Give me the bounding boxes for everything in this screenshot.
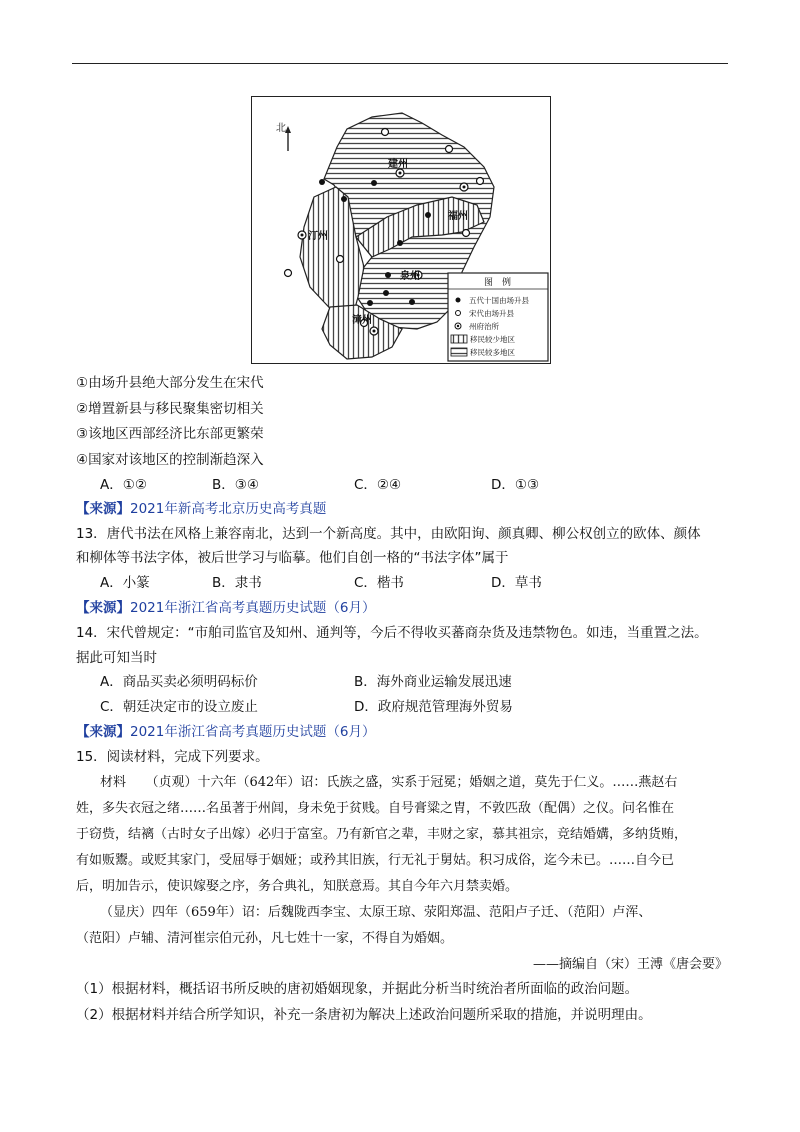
q14-option-b[interactable]: B．海外商业运输发展迅速 <box>354 674 512 690</box>
county-marker <box>425 212 431 218</box>
q12-option-a[interactable]: A．①② <box>100 477 147 493</box>
q12-statement-2: ②增置新县与移民聚集密切相关 <box>76 401 264 417</box>
q14-stem-line-2: 据此可知当时 <box>76 650 157 666</box>
legend-title: 图 例 <box>484 278 512 288</box>
legend-item-more: 移民较多地区 <box>470 348 515 357</box>
q12-option-b[interactable]: B．③④ <box>212 477 259 493</box>
legend-item-prefecture: 州府治所 <box>469 322 499 331</box>
county-marker <box>319 179 325 185</box>
county-marker <box>371 180 377 186</box>
q13-option-d[interactable]: D．草书 <box>491 575 542 591</box>
county-marker <box>341 196 347 202</box>
q15-material-line-4: 有如贩鬻。或贬其家门，受屈辱于姻娅；或矜其旧族，行无礼于舅姑。积习成俗，迄今未已。……自今已 <box>76 853 675 868</box>
q15-question-2: （2）根据材料并结合所学知识，补充一条唐初为解决上述政治问题所采取的措施，并说明理由。 <box>76 1007 652 1023</box>
county-marker <box>477 178 484 185</box>
county-marker <box>337 256 344 263</box>
q15-material-line-2: 姓，多失衣冠之绪……名虽著于州闾，身未免于贫贱。自号膏粱之胄，不敦匹敌（配偶）之仪。问名惟在 <box>76 801 675 816</box>
q13-source <box>76 599 375 617</box>
legend-item-fewer: 移民较少地区 <box>470 335 515 344</box>
q12-option-c[interactable]: C．②④ <box>354 477 402 493</box>
source-text: 2021年浙江省高考真题历史试题（6月） <box>130 600 376 616</box>
q15-material-line-6: （显庆）四年（659年）诏：后魏陇西李宝、太原王琼、荥阳郑温、范阳卢子迁、（范阳）卢浑、 <box>100 905 652 920</box>
county-marker <box>367 300 373 306</box>
source-text: 2021年新高考北京历史高考真题 <box>130 501 327 517</box>
source-tag: 【来源】 <box>76 724 130 740</box>
q15-material-line-7: （范阳）卢辅、清河崔宗伯元孙，凡七姓十一家，不得自为婚姻。 <box>76 931 454 946</box>
q14-option-d[interactable]: D．政府规范管理海外贸易 <box>354 699 513 715</box>
q14-source <box>76 723 375 741</box>
legend-item-five-dynasties: 五代十国由场升县 <box>469 296 529 305</box>
q14-option-a[interactable]: A．商品买卖必须明码标价 <box>100 674 258 690</box>
county-marker <box>463 230 470 237</box>
county-marker <box>382 129 389 136</box>
place-label-tingzhou: 汀州 <box>308 231 328 242</box>
q15-citation: ——摘编自（宋）王溥《唐会要》 <box>532 957 728 972</box>
q15-title: 15．阅读材料，完成下列要求。 <box>76 749 269 765</box>
q13-option-b[interactable]: B．隶书 <box>212 575 262 591</box>
north-label: 北 <box>276 123 286 134</box>
source-tag: 【来源】 <box>76 600 130 616</box>
header-rule <box>72 63 728 64</box>
q14-stem-line-1: 14．宋代曾规定：“市舶司监官及知州、通判等，今后不得收买蕃商杂货及违禁物色。如违，当重置之法。 <box>76 625 708 641</box>
county-marker <box>397 240 403 246</box>
q15-material-line-3: 于窃赀，结褵（古时女子出嫁）必归于富室。乃有新官之辈，丰财之家，慕其祖宗，竞结婚媾，多纳货贿， <box>76 827 688 842</box>
q12-source <box>76 500 326 518</box>
q12-statement-4: ④国家对该地区的控制渐趋深入 <box>76 452 264 468</box>
q12-statement-1: ①由场升县绝大部分发生在宋代 <box>76 375 264 391</box>
county-marker <box>446 146 453 153</box>
source-text: 2021年浙江省高考真题历史试题（6月） <box>130 724 376 740</box>
q13-stem-line-1: 13．唐代书法在风格上兼容南北，达到一个新高度。其中，由欧阳询、颜真卿、柳公权创立的欧体、颜体 <box>76 526 701 542</box>
place-label-zhangzhou: 漳州 <box>352 315 372 326</box>
q12-statement-3: ③该地区西部经济比东部更繁荣 <box>76 426 264 442</box>
q13-option-c[interactable]: C．楷书 <box>354 575 404 591</box>
fujian-migration-map <box>251 96 551 364</box>
place-label-jianzhou: 建州 <box>388 159 408 170</box>
q14-option-c[interactable]: C．朝廷决定市的设立废止 <box>100 699 258 715</box>
q13-stem-line-2: 和柳体等书法字体，被后世学习与临摹。他们自创一格的“书法字体”属于 <box>76 550 509 566</box>
place-label-fuzhou: 福州 <box>448 211 468 222</box>
map-legend <box>448 273 548 361</box>
source-tag: 【来源】 <box>76 501 130 517</box>
q15-material-line-1: 材料 （贞观）十六年（642年）诏：氏族之盛，实系于冠冕；婚姻之道，莫先于仁义。……燕赵右 <box>100 775 678 790</box>
place-label-quanzhou: 泉州 <box>400 271 420 282</box>
county-marker <box>409 299 415 305</box>
county-marker <box>383 290 389 296</box>
q15-material-line-5: 后，明加告示，使识嫁娶之序，务合典礼，知朕意焉。其自今年六月禁卖婚。 <box>76 879 519 894</box>
q15-question-1: （1）根据材料，概括诏书所反映的唐初婚姻现象，并据此分析当时统治者所面临的政治问题。 <box>76 981 639 997</box>
county-marker <box>385 272 391 278</box>
q12-option-d[interactable]: D．①③ <box>491 477 540 493</box>
county-marker <box>285 270 292 277</box>
q13-option-a[interactable]: A．小篆 <box>100 575 150 591</box>
legend-item-song: 宋代由场升县 <box>469 309 514 318</box>
